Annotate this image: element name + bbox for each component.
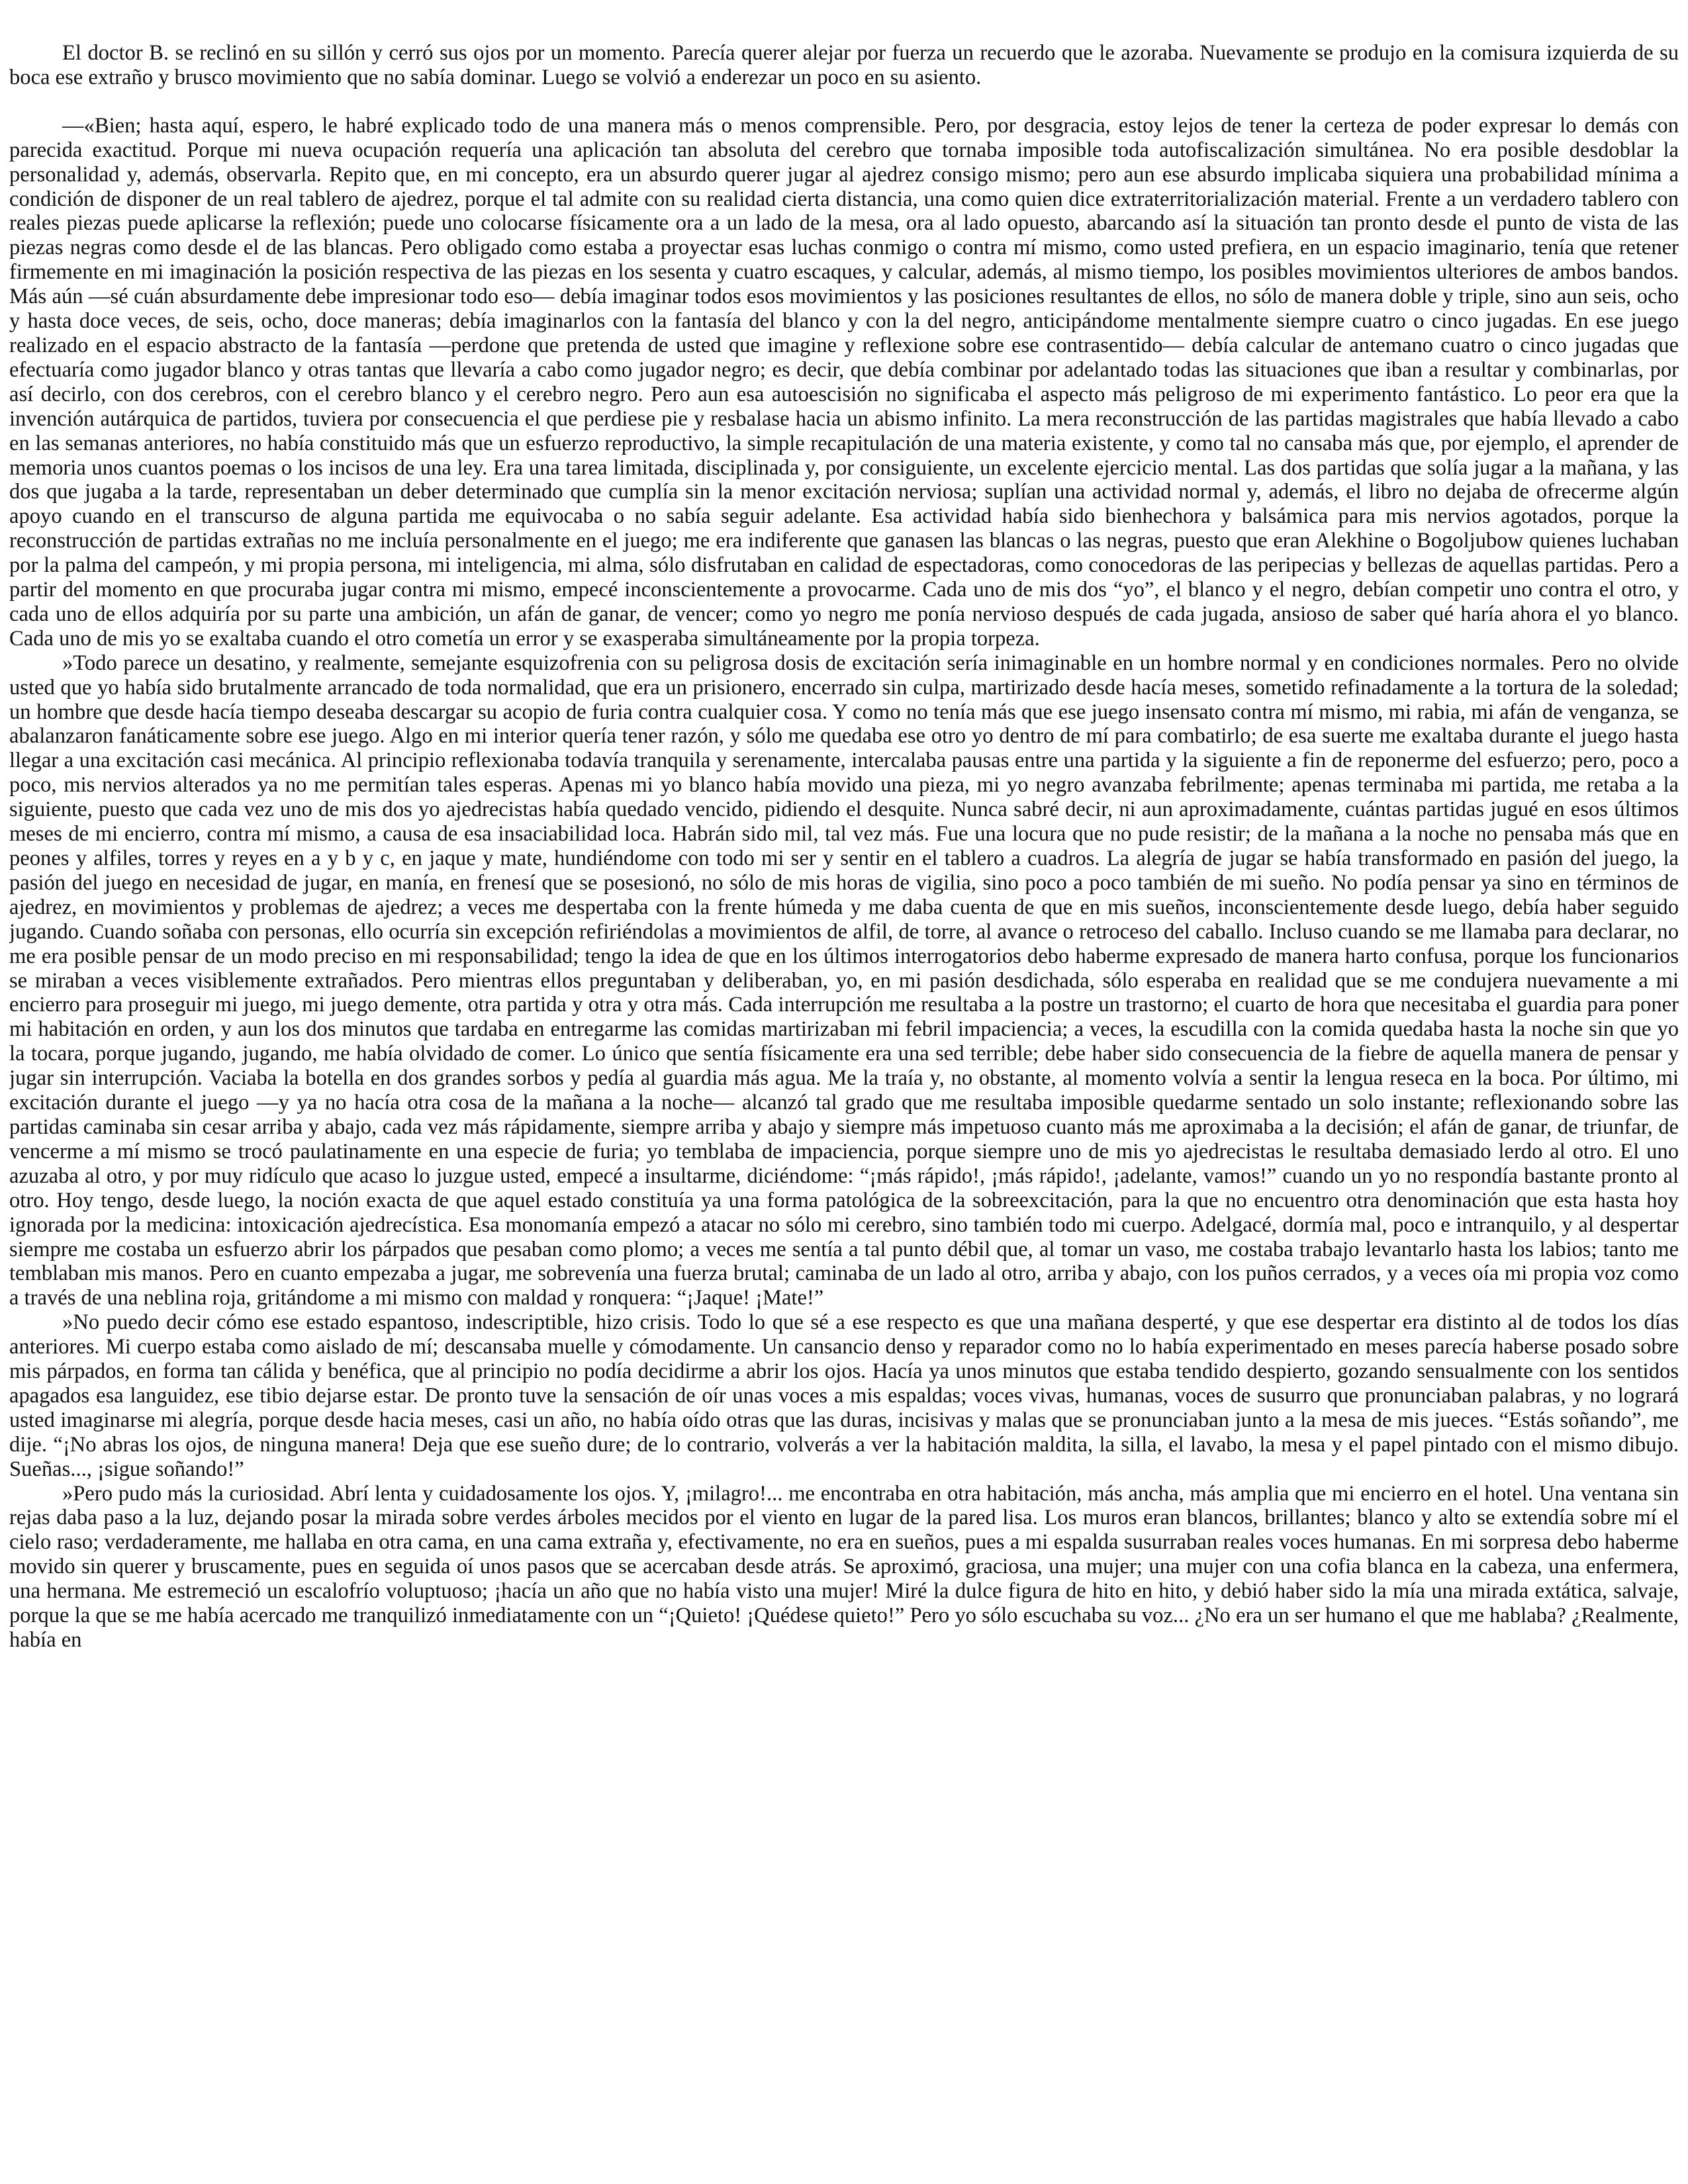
paragraph-5: »Pero pudo más la curiosidad. Abrí lenta y cuidadosamente los ojos. Y, ¡milagro!... me encontraba en otra habitación, más ancha, más amplia que mi encierro en el hotel. Una ventana sin rejas daba paso a la luz, dejando posar la mirada sobre verdes árboles mecidos por el viento en lugar de la pared lisa. Los muros eran blancos, brillantes; blanco y alto se extendía sobre mí el cielo raso; verdaderamente, me hallaba en otra cama, en una cama extraña y, efectivamente, no era en sueños, pues a mi espalda susurraban reales voces humanas. En mi sorpresa debo haberme movido sin querer y bruscamente, pues en seguida oí unos pasos que se acercaban desde atrás. Se aproximó, graciosa, una mujer; una mujer con una cofia blanca en la cabeza, una enfermera, una hermana. Me estremeció un escalofrío voluptuoso; ¡hacía un año que no había visto una mujer! Miré la dulce figura de hito en hito, y debió haber sido la mía una mirada extática, salvaje, porque la que se me había acercado me tranquilizó inmediatamente con un “¡Quieto! ¡Quédese quieto!” Pero yo sólo escuchaba su voz... ¿No era un ser humano el que me hablaba? ¿Realmente, había en [9, 1481, 1679, 1652]
paragraph-3: »Todo parece un desatino, y realmente, semejante esquizofrenia con su peligrosa dosis de excitación sería inimaginable en un hombre normal y en condiciones normales. Pero no olvide usted que yo había sido brutalmente arrancado de toda normalidad, que era un prisionero, encerrado sin culpa, martirizado desde hacía meses, sometido refinadamente a la tortura de la soledad; un hombre que desde hacía tiempo deseaba descargar su acopio de furia contra cualquier cosa. Y como no tenía más que ese juego insensato contra mí mismo, mi rabia, mi afán de venganza, se abalanzaron fanáticamente sobre ese juego. Algo en mi interior quería tener razón, y sólo me quedaba ese otro yo dentro de mí para combatirlo; de esa suerte me exaltaba durante el juego hasta llegar a una excitación casi mecánica. Al principio reflexionaba todavía tranquila y serenamente, intercalaba pausas entre una partida y la siguiente a fin de reponerme del esfuerzo; pero, poco a poco, mis nervios alterados ya no me permitían tales esperas. Apenas mi yo blanco había movido una pieza, mi yo negro avanzaba febrilmente; apenas terminaba mi partida, me retaba a la siguiente, puesto que cada vez uno de mis dos yo ajedrecistas había quedado vencido, pidiendo el desquite. Nunca sabré decir, ni aun aproximadamente, cuántas partidas jugué en esos últimos meses de mi encierro, contra mí mismo, a causa de esa insaciabilidad loca. Habrán sido mil, tal vez más. Fue una locura que no pude resistir; de la mañana a la noche no pensaba más que en peones y alfiles, torres y reyes en a y b y c, en jaque y mate, hundiéndome con todo mi ser y sentir en el tablero a cuadros. La alegría de jugar se había transformado en pasión del juego, la pasión del juego en necesidad de jugar, en manía, en frenesí que se posesionó, no sólo de mis horas de vigilia, sino poco a poco también de mi sueño. No podía pensar ya sino en términos de ajedrez, en movimientos y problemas de ajedrez; a veces me despertaba con la frente húmeda y me daba cuenta de que en mis sueños, inconscientemente desde luego, debía haber seguido jugando. Cuando soñaba con personas, ello ocurría sin excepción refiriéndolas a movimientos de alfil, de torre, al avance o retroceso del caballo. Incluso cuando se me llamaba para declarar, no me era posible pensar de un modo preciso en mi responsabilidad; tengo la idea de que en los últimos interrogatorios debo haberme expresado de manera harto confusa, porque los funcionarios se miraban a veces visiblemente extrañados. Pero mientras ellos preguntaban y deliberaban, yo, en mi pasión desdichada, sólo esperaba en realidad que se me condujera nuevamente a mi encierro para proseguir mi juego, mi juego demente, otra partida y otra y otra más. Cada interrupción me resultaba a la postre un trastorno; el cuarto de hora que necesitaba el guardia para poner mi habitación en orden, y aun los dos minutos que tardaba en entregarme las comidas martirizaban mi febril impaciencia; a veces, la escudilla con la comida quedaba hasta la noche sin que yo la tocara, porque jugando, jugando, me había olvidado de comer. Lo único que sentía físicamente era una sed terrible; debe haber sido consecuencia de la fiebre de aquella manera de pensar y jugar sin interrupción. Vaciaba la botella en dos grandes sorbos y pedía al guardia más agua. Me la traía y, no obstante, al momento volvía a sentir la lengua reseca en la boca. Por último, mi excitación durante el juego —y ya no hacía otra cosa de la mañana a la noche— alcanzó tal grado que me resultaba imposible quedarme sentado un solo instante; reflexionando sobre las partidas caminaba sin cesar arriba y abajo, cada vez más rápidamente, siempre arriba y abajo y siempre más impetuoso cuanto más me aproximaba a la decisión; el afán de ganar, de triunfar, de vencerme a mí mismo se trocó paulatinamente en una especie de furia; yo temblaba de impaciencia, porque siempre uno de mis yo ajedrecistas le resultaba demasiado lerdo al otro. El uno azuzaba al otro, y por muy ridículo que acaso lo juzgue usted, empecé a insultarme, diciéndome: “¡más rápido!, ¡más rápido!, ¡adelante, vamos!” cuando un yo no respondía bastante pronto al otro. Hoy tengo, desde luego, la noción exacta de que aquel estado constituía ya una forma patológica de la sobreexcitación, para la que no encuentro otra denominación que esta hasta hoy ignorada por la medicina: intoxicación ajedrecística. Esa monomanía empezó a atacar no sólo mi cerebro, sino también todo mi cuerpo. Adelgacé, dormía mal, poco e intranquilo, y al despertar siempre me costaba un esfuerzo abrir los párpados que pesaban como plomo; a veces me sentía a tal punto débil que, al tomar un vaso, me costaba trabajo levantarlo hasta los labios; tanto me temblaban mis manos. Pero en cuanto empezaba a jugar, me sobrevenía una fuerza brutal; caminaba de un lado al otro, arriba y abajo, con los puños cerrados, y a veces oía mi propia voz como a través de una neblina roja, gritándome a mi mismo con maldad y ronquera: “¡Jaque! ¡Mate!” [9, 651, 1679, 1310]
paragraph-1: El doctor B. se reclinó en su sillón y cerró sus ojos por un momento. Parecía querer alejar por fuerza un recuerdo que le azoraba. Nuevamente se produjo en la comisura izquierda de su boca ese extraño y brusco movimiento que no sabía dominar. Luego se volvió a enderezar un poco en su asiento. [9, 41, 1679, 89]
paragraph-2: —«Bien; hasta aquí, espero, le habré explicado todo de una manera más o menos comprensible. Pero, por desgracia, estoy lejos de tener la certeza de poder expresar lo demás con parecida exactitud. Porque mi nueva ocupación requería una aplicación tan absoluta del cerebro que tornaba imposible toda autofiscalización simultánea. No era posible desdoblar la personalidad y, además, observarla. Repito que, en mi concepto, era un absurdo querer jugar al ajedrez consigo mismo; pero aun ese absurdo implicaba siquiera una probabilidad mínima a condición de disponer de un real tablero de ajedrez, porque el tal admite con su realidad cierta distancia, una como quien dice extraterritorialización material. Frente a un verdadero tablero con reales piezas puede aplicarse la reflexión; puede uno colocarse físicamente ora a un lado de la mesa, ora al lado opuesto, abarcando así la situación tan pronto desde el punto de vista de las piezas negras como desde el de las blancas. Pero obligado como estaba a proyectar esas luchas conmigo o contra mí mismo, como usted prefiera, en un espacio imaginario, tenía que retener firmemente en mi imaginación la posición respectiva de las piezas en los sesenta y cuatro escaques, y calcular, además, al mismo tiempo, los posibles movimientos ulteriores de ambos bandos. Más aún —sé cuán absurdamente debe impresionar todo eso— debía imaginar todos esos movimientos y las posiciones resultantes de ellos, no sólo de manera doble y triple, sino aun seis, ocho y hasta doce veces, de seis, ocho, doce maneras; debía imaginarlos con la fantasía del blanco y con la del negro, anticipándome mentalmente siempre cuatro o cinco jugadas. En ese juego realizado en el espacio abstracto de la fantasía —perdone que pretenda de usted que imagine y reflexione sobre ese contrasentido— debía calcular de antemano cuatro o cinco jugadas que efectuaría como jugador blanco y otras tantas que llevaría a cabo como jugador negro; es decir, que debía combinar por adelantado todas las situaciones que iban a resultar y combinarlas, por así decirlo, con dos cerebros, con el cerebro blanco y el cerebro negro. Pero aun esa autoescisión no significaba el aspecto más peligroso de mi experimento fantástico. Lo peor era que la invención autárquica de partidos, tuviera por consecuencia el que perdiese pie y resbalase hacia un abismo infinito. La mera reconstrucción de las partidas magistrales que había llevado a cabo en las semanas anteriores, no había constituido más que un esfuerzo reproductivo, la simple recapitulación de una materia existente, y como tal no cansaba más que, por ejemplo, el aprender de memoria unos cuantos poemas o los incisos de una ley. Era una tarea limitada, disciplinada y, por consiguiente, un excelente ejercicio mental. Las dos partidas que solía jugar a la mañana, y las dos que jugaba a la tarde, representaban un deber determinado que cumplía sin la menor excitación nerviosa; suplían una actividad normal y, además, el libro no dejaba de ofrecerme algún apoyo cuando en el transcurso de alguna partida me equivocaba o no sabía seguir adelante. Esa actividad había sido bienhechora y balsámica para mis nervios agotados, porque la reconstrucción de partidas extrañas no me incluía personalmente en el juego; me era indiferente que ganasen las blancas o las negras, puesto que eran Alekhine o Bogoljubow quienes luchaban por la palma del campeón, y mi propia persona, mi inteligencia, mi alma, sólo disfrutaban en calidad de espectadoras, como conocedoras de las peripecias y bellezas de aquellas partidas. Pero a partir del momento en que procuraba jugar contra mi mismo, empecé inconscientemente a provocarme. Cada uno de mis dos “yo”, el blanco y el negro, debían competir uno contra el otro, y cada uno de ellos adquiría por su parte una ambición, un afán de ganar, de vencer; como yo negro me ponía nervioso después de cada jugada, ansioso de saber qué haría ahora el yo blanco. Cada uno de mis yo se exaltaba cuando el otro cometía un error y se exasperaba simultáneamente por la propia torpeza. [9, 113, 1679, 651]
paragraph-4: »No puedo decir cómo ese estado espantoso, indescriptible, hizo crisis. Todo lo que sé a ese respecto es que una mañana desperté, y que ese despertar era distinto al de todos los días anteriores. Mi cuerpo estaba como aislado de mí; descansaba muelle y cómodamente. Un cansancio denso y reparador como no lo había experimentado en meses parecía haberse posado sobre mis párpados, en forma tan cálida y benéfica, que al principio no podía decidirme a abrir los ojos. Hacía ya unos minutos que estaba tendido despierto, gozando sensualmente con los sentidos apagados esa languidez, ese tibio dejarse estar. De pronto tuve la sensación de oír unas voces a mis espaldas; voces vivas, humanas, voces de susurro que pronunciaban palabras, y no logrará usted imaginarse mi alegría, porque desde hacia meses, casi un año, no había oído otras que las duras, incisivas y malas que se pronunciaban junto a la mesa de mis jueces. “Estás soñando”, me dije. “¡No abras los ojos, de ninguna manera! Deja que ese sueño dure; de lo contrario, volverás a ver la habitación maldita, la silla, el lavabo, la mesa y el papel pintado con el mismo dibujo. Sueñas..., ¡sigue soñando!” [9, 1310, 1679, 1481]
document-page [9, 41, 1679, 2180]
